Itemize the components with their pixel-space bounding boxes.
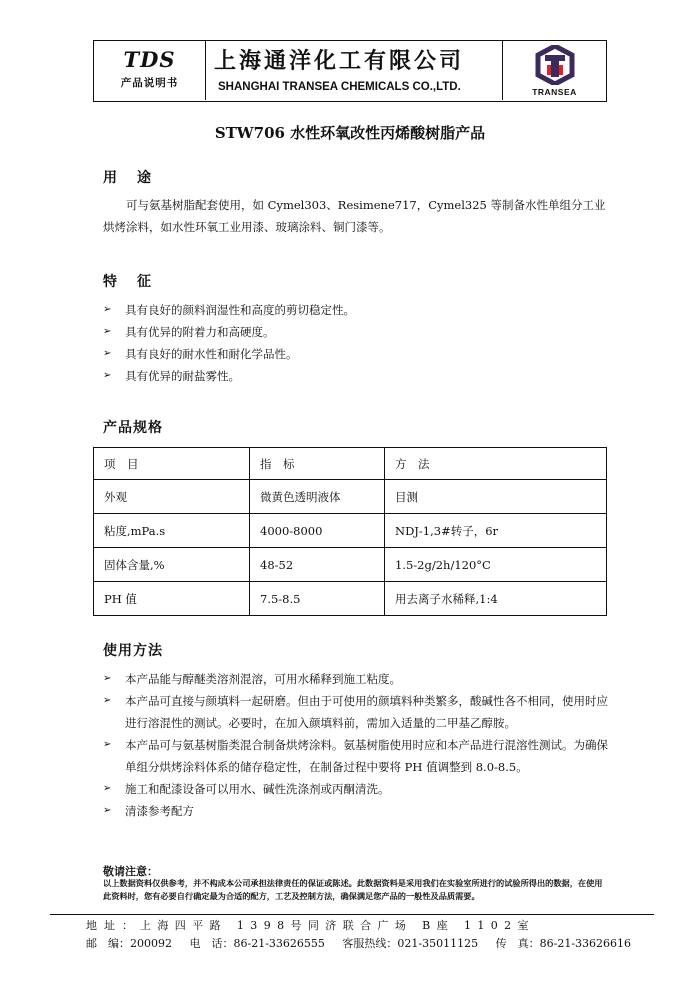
method-heading: 使用方法 bbox=[103, 643, 163, 659]
brand-name: TRANSEA bbox=[532, 87, 577, 97]
document-header bbox=[93, 40, 607, 102]
notice-heading: 敬请注意： bbox=[103, 865, 158, 878]
arrow-bullet-icon: ➢ bbox=[103, 370, 112, 381]
table-row bbox=[94, 480, 607, 514]
table-header-cell: 方 法 bbox=[385, 448, 607, 480]
table-cell: 1.5-2g/2h/120°C bbox=[385, 548, 607, 582]
doc-type-label: 产品说明书 bbox=[120, 77, 179, 89]
list-item: ➢ 具有优异的附着力和高硬度。 bbox=[103, 321, 609, 343]
table-cell: PH 值 bbox=[94, 582, 250, 616]
address-label: 地址： bbox=[86, 919, 140, 932]
table-header-row bbox=[94, 448, 607, 480]
method-list bbox=[103, 668, 609, 822]
table-cell: 用去离子水稀释,1:4 bbox=[385, 582, 607, 616]
list-item: ➢ 施工和配漆设备可以用水、碱性洗涤剂或丙酮清洗。 bbox=[103, 778, 609, 800]
footer-contact bbox=[86, 935, 645, 951]
list-item: ➢ 具有良好的颜料润湿性和高度的剪切稳定性。 bbox=[103, 299, 609, 321]
arrow-bullet-icon: ➢ bbox=[103, 326, 112, 337]
transea-logo-icon bbox=[535, 45, 575, 85]
table-cell: 固体含量,% bbox=[94, 548, 250, 582]
logo-box bbox=[503, 41, 606, 100]
list-item: ➢ 清漆参考配方 bbox=[103, 800, 609, 822]
arrow-bullet-icon: ➢ bbox=[103, 695, 112, 706]
table-row bbox=[94, 582, 607, 616]
company-name-cn: 上海通洋化工有限公司 bbox=[214, 48, 465, 74]
list-item: ➢ 具有良好的耐水性和耐化学品性。 bbox=[103, 343, 609, 365]
phone: 电 话：86-21-33626555 bbox=[189, 937, 325, 950]
list-item: ➢ 本产品可直接与颜填料一起研磨。但由于可使用的颜填料种类繁多，酸碱性各不相同，使用时应进行溶混性的测试。必要时，在加入颜填料前，需加入适量的二甲基乙醇胺。 bbox=[103, 690, 609, 734]
company-box bbox=[206, 41, 503, 100]
table-cell: 7.5-8.5 bbox=[250, 582, 385, 616]
list-item: ➢ 本产品能与醇醚类溶剂混溶，可用水稀释到施工粘度。 bbox=[103, 668, 609, 690]
arrow-bullet-icon: ➢ bbox=[103, 783, 112, 794]
list-item: ➢ 本产品可与氨基树脂类混合制备烘烤涂料。氨基树脂使用时应和本产品进行混溶性测试。为确保单组分烘烤涂料体系的储存稳定性，在制备过程中要将 PH 值调整到 8.0-8.5。 bbox=[103, 734, 609, 778]
features-heading: 特征 bbox=[103, 274, 171, 290]
table-cell: 4000-8000 bbox=[250, 514, 385, 548]
service-hotline: 客服热线：021-35011125 bbox=[342, 937, 479, 950]
list-item: ➢ 具有优异的耐盐雾性。 bbox=[103, 365, 609, 387]
usage-text: 可与氨基树脂配套使用，如 Cymel303、Resimene717，Cymel325 等制备水性单组分工业烘烤涂料，如水性环氧工业用漆、玻璃涂料、铜门漆等。 bbox=[103, 198, 606, 234]
table-cell: 48-52 bbox=[250, 548, 385, 582]
tds-label: TDS bbox=[123, 47, 176, 72]
document-title: STW706 水性环氧改性丙烯酸树脂产品 bbox=[214, 124, 486, 142]
arrow-bullet-icon: ➢ bbox=[103, 673, 112, 684]
spec-heading: 产品规格 bbox=[103, 420, 163, 436]
notice-text: 以上数据资料仅供参考，并不构成本公司承担法律责任的保证或陈述。此数据资料是采用我们在实验室所进行的试验所得出的数据，在使用此资料时，您有必要自行确定最为合适的配方，工艺及控制方法，确保满足您产品的一般性及品质需要。 bbox=[103, 878, 603, 901]
features-list bbox=[103, 299, 609, 387]
postcode: 邮 编：200092 bbox=[86, 937, 172, 950]
tds-box bbox=[94, 41, 206, 100]
address-value: 上海四平路 1398号同济联合广场 B座 1102室 bbox=[140, 919, 535, 932]
fax: 传 真：86-21-33626616 bbox=[495, 937, 632, 950]
table-header-cell: 项 目 bbox=[94, 448, 250, 480]
company-name-en: SHANGHAI TRANSEA CHEMICALS CO.,LTD. bbox=[218, 81, 461, 93]
arrow-bullet-icon: ➢ bbox=[103, 805, 112, 816]
table-header-cell: 指 标 bbox=[250, 448, 385, 480]
table-cell: 外观 bbox=[94, 480, 250, 514]
table-row bbox=[94, 548, 607, 582]
spec-table bbox=[93, 447, 607, 616]
table-cell: NDJ-1,3#转子，6r bbox=[385, 514, 607, 548]
table-cell: 粘度,mPa.s bbox=[94, 514, 250, 548]
table-row bbox=[94, 514, 607, 548]
usage-heading: 用途 bbox=[103, 170, 171, 186]
footer-divider bbox=[50, 914, 654, 915]
footer-address bbox=[86, 917, 535, 933]
arrow-bullet-icon: ➢ bbox=[103, 304, 112, 315]
arrow-bullet-icon: ➢ bbox=[103, 739, 112, 750]
table-cell: 目测 bbox=[385, 480, 607, 514]
table-cell: 微黄色透明液体 bbox=[250, 480, 385, 514]
arrow-bullet-icon: ➢ bbox=[103, 348, 112, 359]
